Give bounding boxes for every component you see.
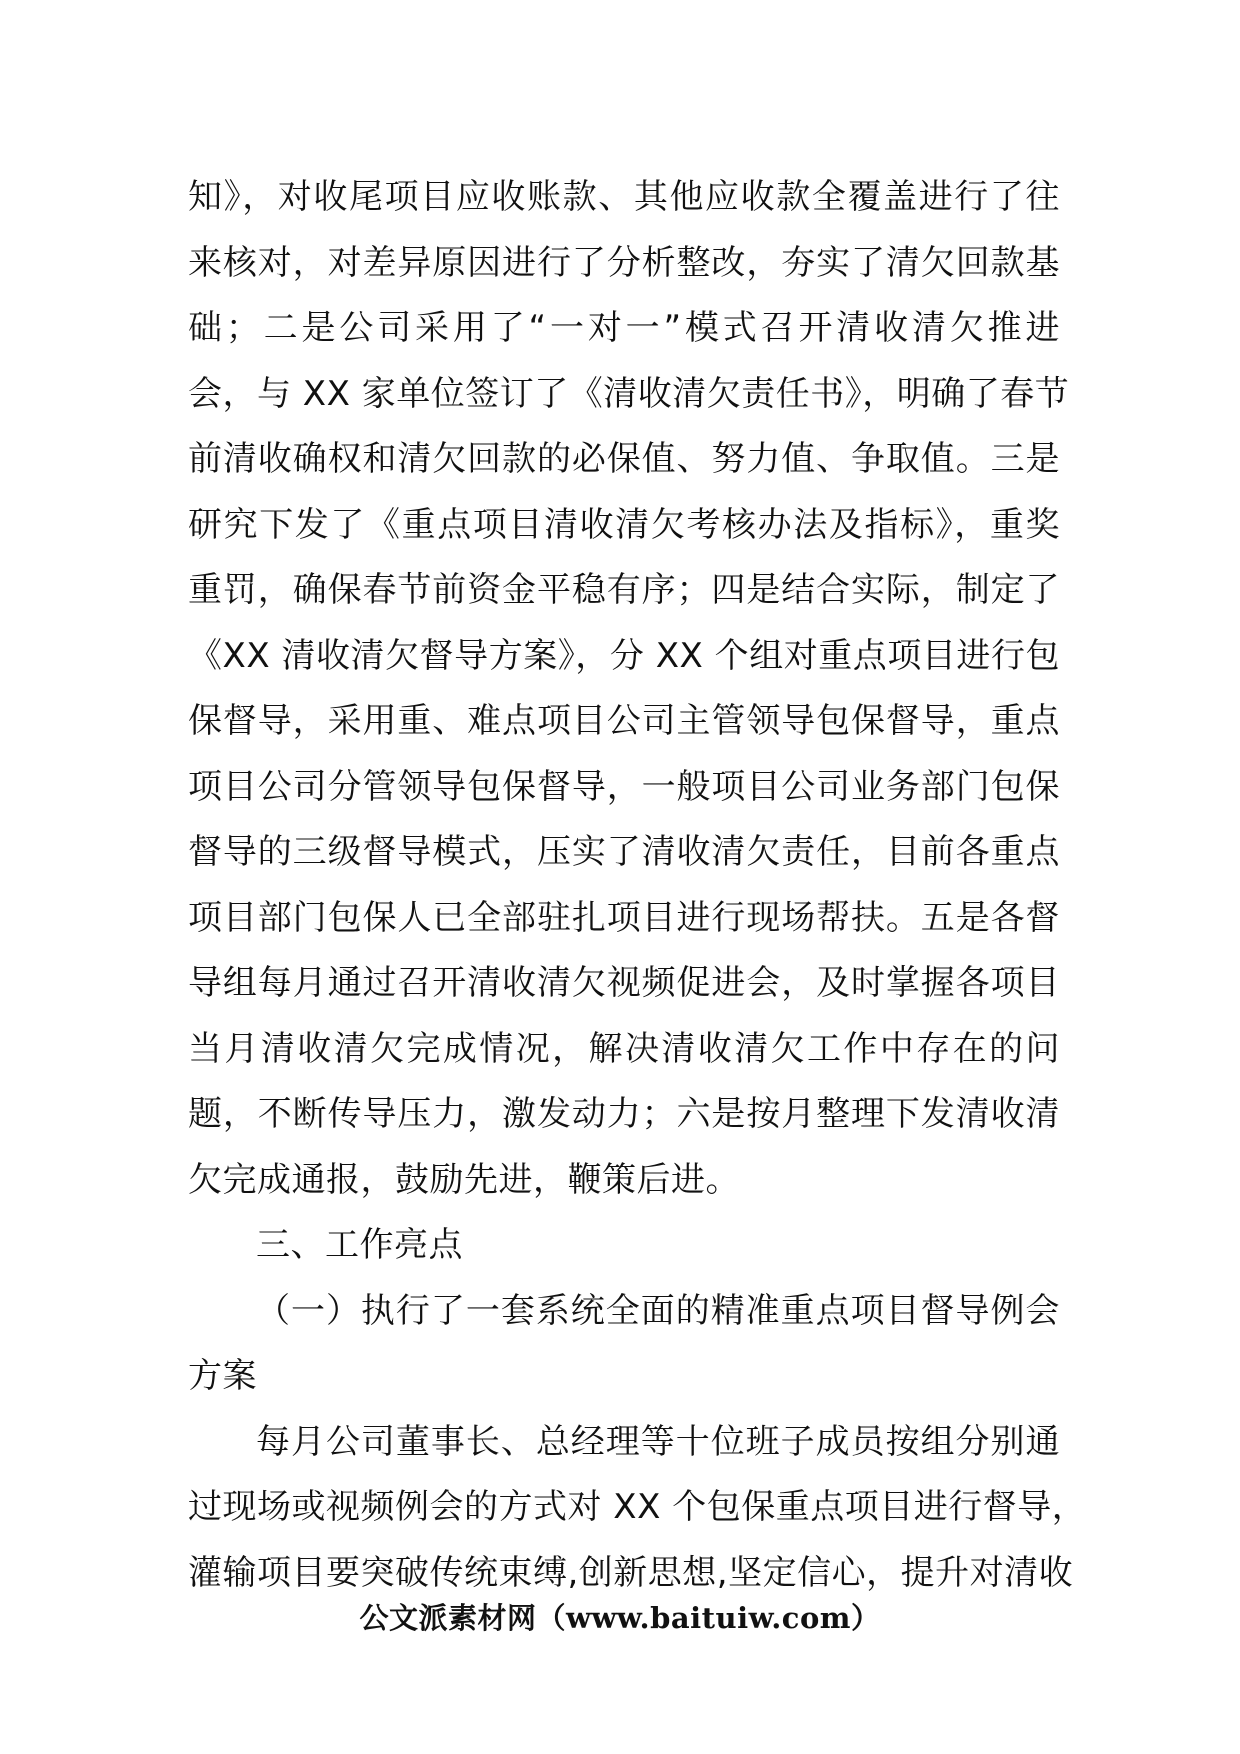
text-line: 研究下发了《重点项目清收清欠考核办法及指标》，重奖 — [188, 504, 1060, 545]
paragraph-2 — [188, 1410, 1087, 1607]
text-line: 来核对，对差异原因进行了分析整改，夯实了清欠回款基 — [188, 242, 1060, 283]
text-line: 方案 — [188, 1356, 257, 1396]
text-line: 灌输项目要突破传统束缚,创新思想,坚定信心，提升对清收 — [188, 1552, 1074, 1593]
text-line: 础；二是公司采用了“一对一”模式召开清收清欠推进 — [188, 308, 1060, 348]
text-line: 知》，对收尾项目应收账款、其他应收款全覆盖进行了往 — [188, 177, 1060, 217]
section-heading: 三、工作亮点 — [256, 1225, 463, 1265]
text-line: 项目部门包保人已全部驻扎项目进行现场帮扶。五是各督 — [188, 897, 1060, 938]
subsection-heading — [188, 1279, 1060, 1410]
text-line: 前清收确权和清欠回款的必保值、努力值、争取值。三是 — [188, 439, 1060, 479]
paragraph-1 — [188, 165, 1070, 1213]
footer-watermark: 公文派素材网（www.baituiw.com） — [359, 1601, 881, 1635]
text-line: （一）执行了一套系统全面的精准重点项目督导例会 — [256, 1290, 1060, 1331]
text-line: 督导的三级督导模式，压实了清收清欠责任，目前各重点 — [188, 832, 1060, 872]
text-line: 导组每月通过召开清收清欠视频促进会，及时掌握各项目 — [188, 963, 1060, 1003]
text-line: 项目公司分管领导包保督导，一般项目公司业务部门包保 — [188, 766, 1060, 807]
text-line: 欠完成通报，鼓励先进，鞭策后进。 — [188, 1159, 740, 1200]
text-line: 每月公司董事长、总经理等十位班子成员按组分别通 — [256, 1421, 1060, 1462]
document-body — [188, 165, 1087, 1606]
text-line: 过现场或视频例会的方式对 XX 个包保重点项目进行督导， — [188, 1487, 1087, 1527]
text-line: 题，不断传导压力，激发动力；六是按月整理下发清收清 — [188, 1094, 1060, 1134]
text-line: 会，与 XX 家单位签订了《清收清欠责任书》，明确了春节 — [188, 373, 1070, 414]
text-line: 当月清收清欠完成情况，解决清收清欠工作中存在的问 — [188, 1028, 1060, 1069]
text-line: 《XX 清收清欠督导方案》，分 XX 个组对重点项目进行包 — [188, 635, 1060, 676]
text-line: 重罚，确保春节前资金平稳有序；四是结合实际，制定了 — [188, 570, 1060, 610]
text-line: 保督导，采用重、难点项目公司主管领导包保督导，重点 — [188, 701, 1060, 741]
